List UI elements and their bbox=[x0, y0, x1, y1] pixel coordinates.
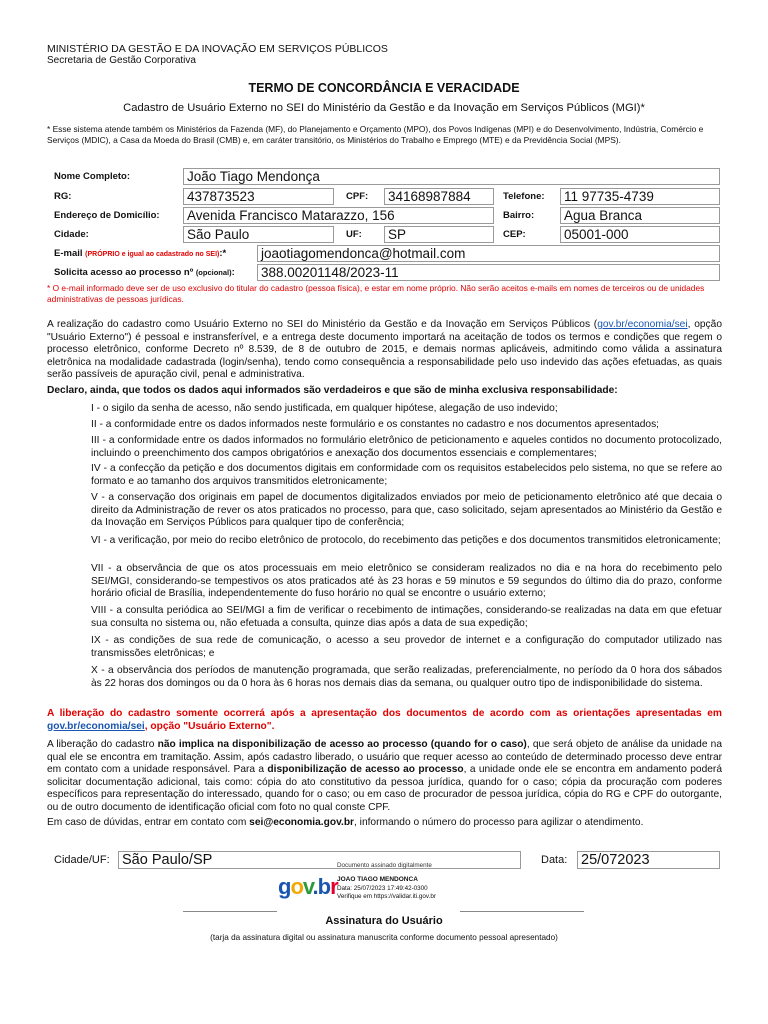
declaration-item: VIII - a consulta periódica ao SEI/MGI a fim de verificar o recebimento de intimações, considerando-se realizadas na data em que efetuar sua consulta no sistema ou, não efetuada a consulta, quinze dias após a data de sua expedição; bbox=[91, 605, 722, 629]
email-note: (PRÓPRIO e igual ao cadastrado no SEI) bbox=[85, 251, 220, 258]
secretariat-name: Secretaria de Gestão Corporativa bbox=[47, 55, 196, 66]
paragraph-cadastro: A realização do cadastro como Usuário Externo no SEI do Ministério da Gestão e da Inovação em Serviços Públicos (gov.br/economia/sei, opção "Usuário Externo") é pessoal e instransferível, e a entrega deste documento importará na aceitação de todos os termos e condições que regem o processo eletrônico, conforme Decreto nº 8.539, de 8 de outubro de 2015, e demais normas aplicáveis, admitindo como válida a assinatura eletrônica na modalidade cadastrada (login/senha), tendo como consequência a responsabilidade pelo uso indevido das ações efetuadas, as quais serão passíveis de apuração civil, penal e administrativa. bbox=[47, 319, 722, 381]
signature-title: Assinatura do Usuário bbox=[325, 915, 443, 927]
cidade-uf-field[interactable]: São Paulo/SP bbox=[118, 851, 521, 869]
declaration-item: II - a conformidade entre os dados informados neste formulário e os constantes no cadastro e nos documentos apresentados; bbox=[91, 419, 659, 430]
uf-label: UF: bbox=[346, 229, 362, 240]
sei-link[interactable]: gov.br/economia/sei bbox=[597, 319, 688, 330]
cidade-field[interactable]: São Paulo bbox=[183, 226, 334, 243]
paragraph-acesso: A liberação do cadastro não implica na disponibilização de acesso ao processo (quando for o caso), que será objeto de análise da unidade na qual ele se encontra em tramitação. Assim, após cadastro liberado, o usuário que requer acesso ao conteúdo de determinado processo deve entrar em contato com a unidade responsável. Para a disponibilização de acesso ao processo, a unidade onde ele se encontra em andamento poderá solicitar documentação adicional, tais como: cópia do ato constitutivo da pessoa jurídica, quando for o caso; cópia da procuração com poderes específicos para representação do interessado, quando for o caso; ou em caso de procurador de pessoa jurídica, cópia do RG e CPF do outorgante, ou de outro documento de identificação oficial com foto no qual conste CPF. bbox=[47, 739, 722, 813]
processo-label: Solicita acesso ao processo nº (opcional): bbox=[54, 267, 235, 278]
email-label: E-mail (PRÓPRIO e igual ao cadastrado no SEI):* bbox=[54, 248, 227, 259]
processo-field[interactable]: 388.00201148/2023-11 bbox=[257, 264, 720, 281]
paragraph-contato: Em caso de dúvidas, entrar em contato com sei@economia.gov.br, informando o número do processo para agilizar o atendimento. bbox=[47, 817, 644, 828]
data-label: Data: bbox=[541, 854, 568, 866]
ministry-name: MINISTÉRIO DA GESTÃO E DA INOVAÇÃO EM SERVIÇOS PÚBLICOS bbox=[47, 43, 388, 55]
document-subtitle: Cadastro de Usuário Externo no SEI do Ministério da Gestão e da Inovação em Serviços Públicos (MGI)* bbox=[123, 102, 645, 114]
liberacao-notice: A liberação do cadastro somente ocorrerá após a apresentação dos documentos de acordo com as orientações apresentadas em gov.br/economia/sei, opção "Usuário Externo". bbox=[47, 708, 722, 732]
email-field[interactable]: joaotiagomendonca@hotmail.com bbox=[257, 245, 720, 262]
sei-link-2[interactable]: gov.br/economia/sei bbox=[47, 720, 145, 732]
document-title: TERMO DE CONCORDÂNCIA E VERACIDADE bbox=[248, 81, 520, 95]
cep-field[interactable]: 05001-000 bbox=[560, 226, 720, 243]
signer-name: JOAO TIAGO MENDONCA bbox=[337, 876, 418, 883]
verify-url: Verifique em https://validar.iti.gov.br bbox=[337, 893, 436, 900]
document-header bbox=[47, 43, 388, 67]
nome-field[interactable]: João Tiago Mendonça bbox=[183, 168, 720, 185]
declaration-item: V - a conservação dos originais em papel de documentos digitalizados enviados por meio de peticionamento eletrônico até que decaia o direito da Administração de rever os atos praticados no processo, para que, caso solicitado, sejam apresentados ao Ministério da Gestão e da Inovação em Serviços Públicos para qualquer tipo de conferência; bbox=[91, 492, 722, 529]
endereco-label: Endereço de Domicílio: bbox=[54, 210, 160, 221]
rg-label: RG: bbox=[54, 191, 72, 202]
cidade-uf-label: Cidade/UF: bbox=[54, 854, 110, 866]
signature-line-left bbox=[183, 911, 277, 912]
bairro-field[interactable]: Agua Branca bbox=[560, 207, 720, 224]
uf-field[interactable]: SP bbox=[384, 226, 494, 243]
signature-subtitle: (tarja da assinatura digital ou assinatura manuscrita conforme documento pessoal apresentado) bbox=[210, 933, 558, 942]
endereco-field[interactable]: Avenida Francisco Matarazzo, 156 bbox=[183, 207, 494, 224]
declaration-item: IV - a confecção da petição e dos documentos digitais em conformidade com os requisitos estabelecidos pelo sistema, no que se refere ao formato e ao tamanho dos arquivos transmitidos eletronicamente; bbox=[91, 463, 722, 487]
bairro-label: Bairro: bbox=[503, 210, 535, 221]
declaration-item: X - a observância dos períodos de manutenção programada, que serão realizadas, preferencialmente, no período da 0 hora dos sábados às 22 horas dos domingos ou da 0 hora às 6 horas nos demais dias da semana, ou qualquer outro tipo de indisponibilidade do sistema. bbox=[91, 665, 722, 689]
ministries-note: * Esse sistema atende também os Ministérios da Fazenda (MF), do Planejamento e Orçamento (MPO), dos Povos Indígenas (MPI) e do Desenvolvimento, Indústria, Comércio e Serviços (MDIC), a Casa da Moeda do Brasil (CMB) e, em caráter transitório, os Ministérios do Trabalho e Emprego (MTE) e da Previdência Social (MPS). bbox=[47, 124, 704, 145]
rg-field[interactable]: 437873523 bbox=[183, 188, 334, 205]
nome-label: Nome Completo: bbox=[54, 171, 130, 182]
declaration-item: I - o sigilo da senha de acesso, não sendo justificada, em qualquer hipótese, alegação de uso indevido; bbox=[91, 403, 558, 414]
telefone-field[interactable]: 11 97735-4739 bbox=[560, 188, 720, 205]
declaration-item: III - a conformidade entre os dados informados no formulário eletrônico de peticionamento e aqueles contidos no documento protocolizado, incluindo o preenchimento dos campos obrigatórios e anexação dos documentos essenciais e complementares; bbox=[91, 435, 722, 459]
cep-label: CEP: bbox=[503, 229, 526, 240]
declaration-item: VII - a observância de que os atos processuais em meio eletrônico se consideram realizados no dia e na hora do recebimento pelo SEI/MGI, considerando-se tempestivos os atos praticados até às 23 horas e 59 minutos e 59 segundos do último dia do prazo, conforme horário oficial de Brasília, independentemente do fuso horário no qual se encontre o usuário externo; bbox=[91, 563, 722, 600]
govbr-logo: gov.br bbox=[278, 874, 338, 899]
signature-line-right bbox=[460, 911, 584, 912]
cidade-label: Cidade: bbox=[54, 229, 89, 240]
cpf-field[interactable]: 34168987884 bbox=[384, 188, 494, 205]
telefone-label: Telefone: bbox=[503, 191, 545, 202]
declaration-item: IX - as condições de sua rede de comunicação, o acesso a seu provedor de internet e a configuração do computador utilizado nas transmissões eletrônicas; e bbox=[91, 635, 722, 659]
cpf-label: CPF: bbox=[346, 191, 369, 202]
declaro-heading: Declaro, ainda, que todos os dados aqui informados são verdadeiros e que são de minha exclusiva responsabilidade: bbox=[47, 385, 618, 396]
signature-date: Data: 25/07/2023 17:49:42-0300 bbox=[337, 885, 428, 892]
declaration-item: VI - a verificação, por meio do recibo eletrônico de protocolo, do recebimento das petições e dos documentos transmitidos eletronicamente; bbox=[91, 535, 721, 546]
data-field[interactable]: 25/072023 bbox=[577, 851, 720, 869]
signed-caption: Documento assinado digitalmente bbox=[337, 862, 432, 869]
contact-email: sei@economia.gov.br bbox=[249, 817, 355, 828]
email-warning: * O e-mail informado deve ser de uso exclusivo do titular do cadastro (pessoa física), e estar em nome próprio. Não serão aceitos e-mails em nomes de terceiros ou de unidades administrativas de pessoas jurídicas. bbox=[47, 283, 705, 304]
